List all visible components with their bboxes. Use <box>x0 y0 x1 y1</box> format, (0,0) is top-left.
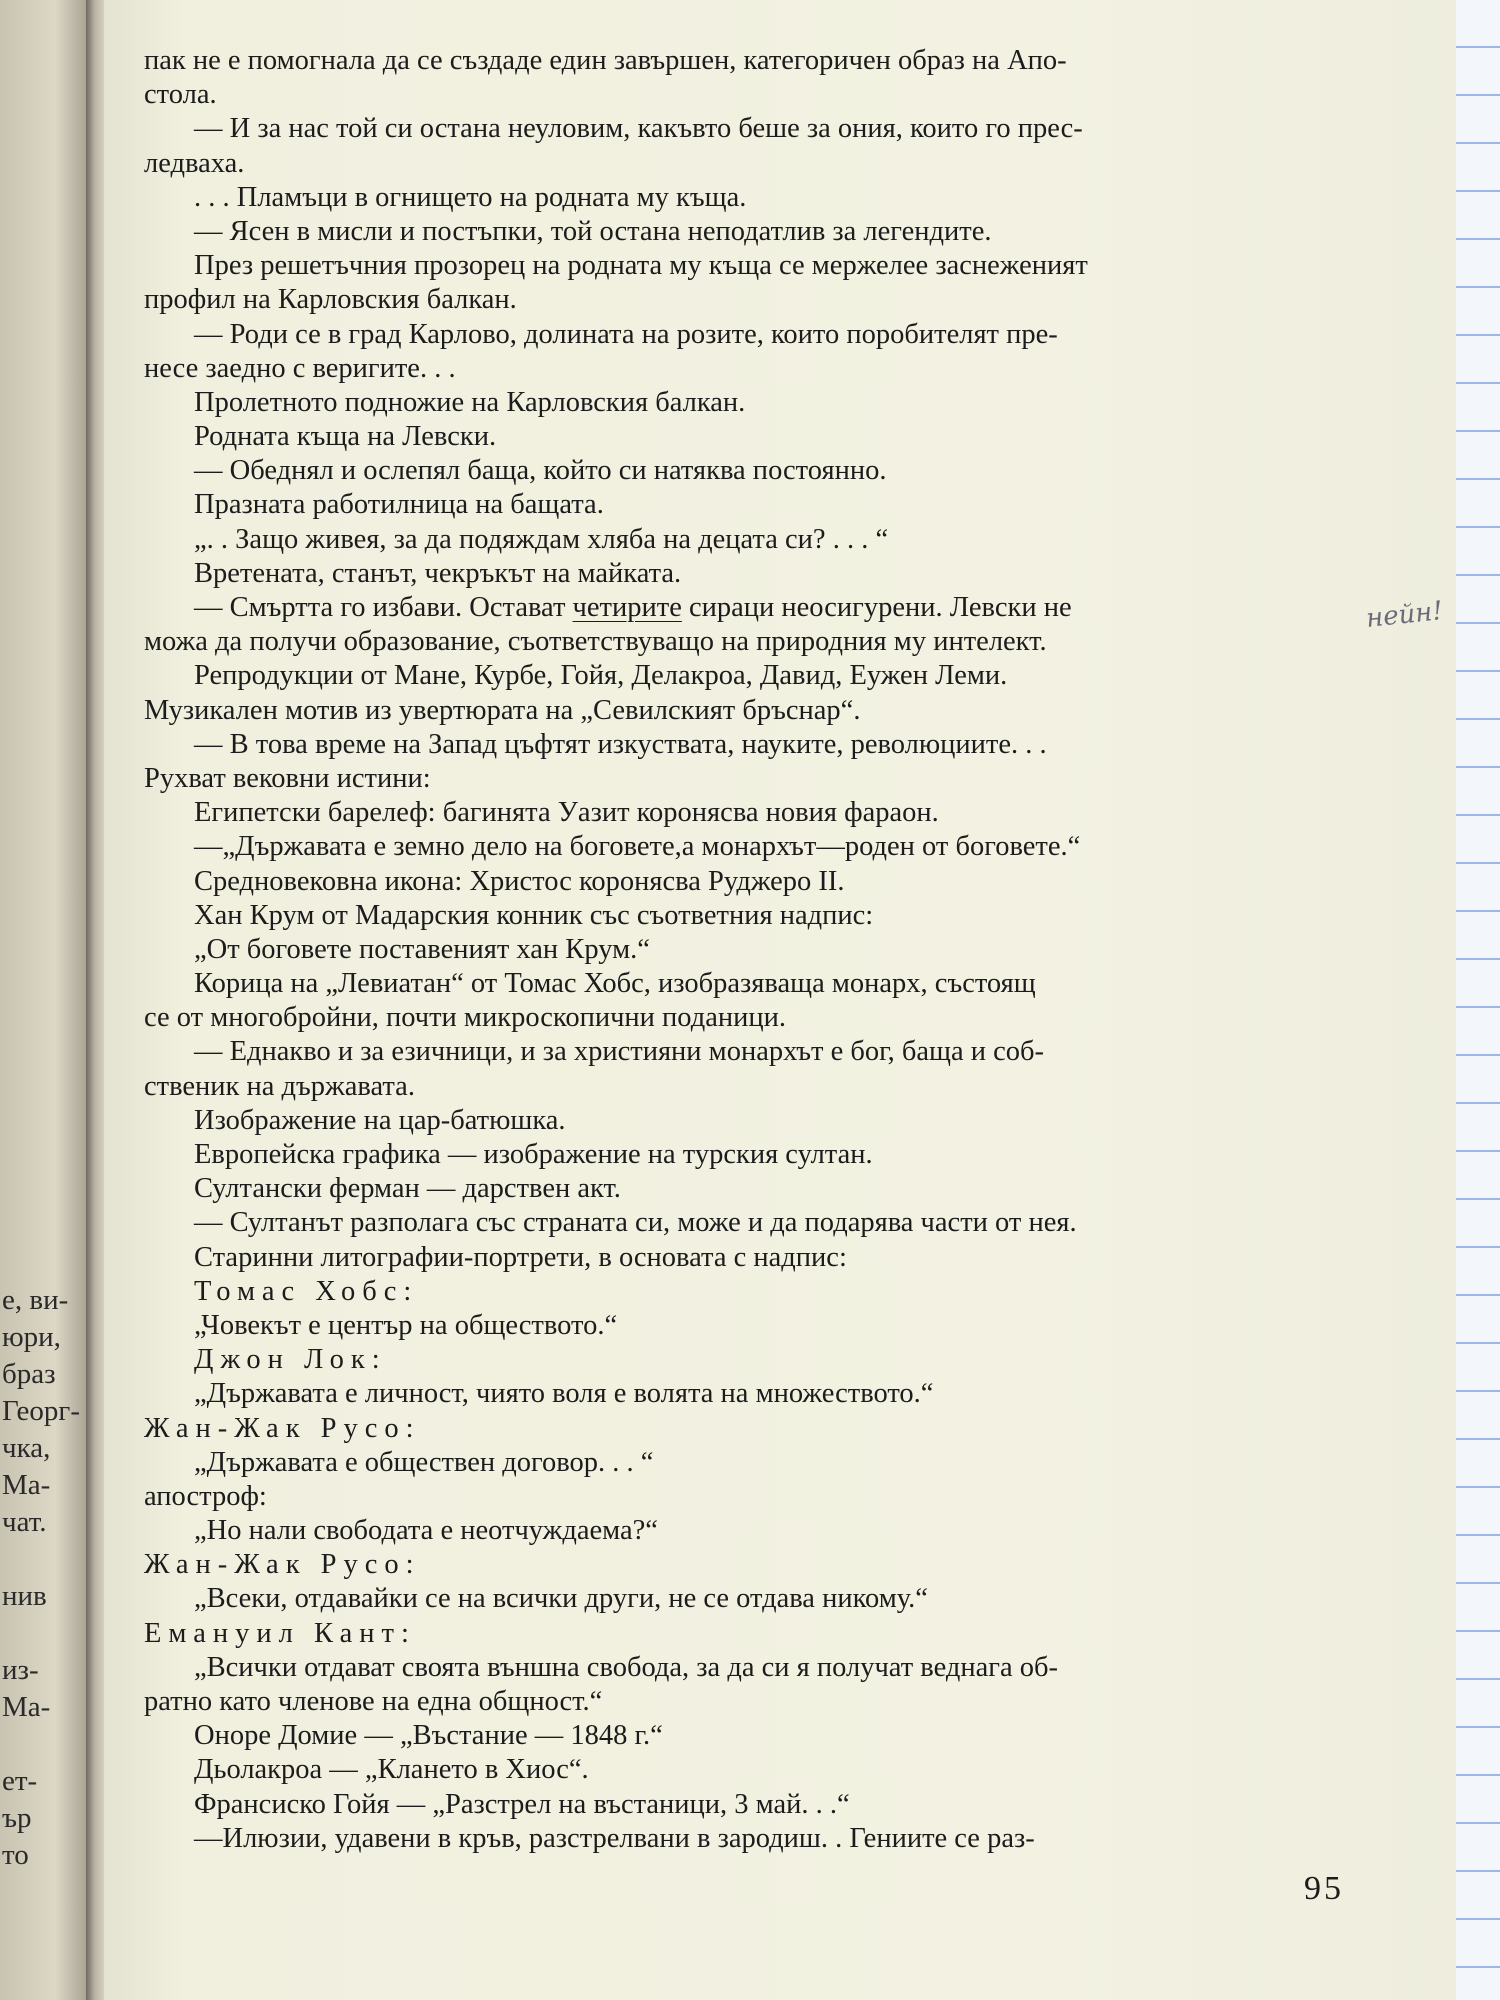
text-line: —Илюзии, удавени в кръв, разстрелвани в зародиш. . Гениите се раз- <box>194 1822 1035 1854</box>
prev-fragment: Георг- <box>2 1395 80 1427</box>
text-line: „Всеки, отдавайки се на всички други, не се отдава никому.“ <box>194 1583 928 1615</box>
text-line: Старинни литографии-портрети, в основата с надпис: <box>194 1241 847 1273</box>
text-line: . . . Пламъци в огнището на родната му къща. <box>194 181 747 213</box>
text-line: Корица на „Левиатан“ от Томас Хобс, изобразяваща монарх, състоящ <box>194 968 1036 1000</box>
prev-fragment: Ма- <box>2 1691 51 1723</box>
text-line: Средновековна икона: Христос коронясва Руджеро II. <box>194 865 845 897</box>
text-line: Рухват вековни истини: <box>144 762 431 794</box>
text-line: — Роди се в град Карлово, долината на розите, които поробителят пре- <box>194 318 1058 350</box>
previous-page-edge <box>0 0 92 2000</box>
text-segment: сираци неосигурени. Левски не <box>688 592 1072 623</box>
prev-fragment: юри, <box>2 1321 61 1353</box>
prev-fragment: ър <box>2 1802 32 1834</box>
text-line: „От боговете поставеният хан Крум.“ <box>194 933 650 965</box>
prev-fragment: ет- <box>2 1765 38 1797</box>
prev-fragment: нив <box>2 1580 47 1612</box>
prev-fragment: браз <box>2 1358 56 1390</box>
text-line: — Обеднял и ослепял баща, който си натяква постоянно. <box>194 455 887 487</box>
text-line: се от многобройни, почти микроскопични поданици. <box>144 1002 787 1034</box>
text-line: Изображение на цар-батюшка. <box>194 1104 566 1136</box>
prev-fragment: е, ви- <box>2 1284 69 1316</box>
text-line: Томас Хобс: <box>194 1275 419 1307</box>
text-line: „Всички отдават своята външна свобода, за да си я получат веднага об- <box>194 1651 1058 1683</box>
text-line: Вретената, станът, чекръкът на майката. <box>194 557 682 589</box>
text-line: Емануил Кант: <box>144 1617 416 1649</box>
text-line: —„Държавата е земно дело на боговете,а монархът—роден от боговете.“ <box>194 831 1081 863</box>
text-line: „. . Защо живея, за да подяждам хляба на децата си? . . . “ <box>194 523 889 555</box>
text-line: Пролетното подножие на Карловския балкан. <box>194 386 746 418</box>
handwritten-margin-note: нейн! <box>1364 596 1445 634</box>
text-line: пак не е помогнала да се създаде един завършен, категоричен образ на Апо- <box>144 45 1067 76</box>
text-line: Хан Крум от Мадарския конник със съответния надпис: <box>194 899 874 931</box>
text-line: стола. <box>144 79 217 111</box>
text-line: „Държавата е обществен договор. . . “ <box>194 1446 654 1478</box>
text-line <box>144 591 1444 625</box>
text-line: — И за нас той си остана неуловим, какъвто беше за ония, които го прес- <box>194 113 1083 145</box>
text-line: „Но нали свободата е неотчуждаема?“ <box>194 1515 658 1547</box>
text-line: апостроф: <box>144 1480 267 1512</box>
text-line: Франсиско Гойя — „Разстрел на въстаници, 3 май. . .“ <box>194 1788 850 1820</box>
text-line: — Султанът разполага със страната си, може и да подарява части от нея. <box>194 1207 1077 1239</box>
text-line: — Ясен в мисли и постъпки, той остана неподатлив за легендите. <box>194 215 992 247</box>
prev-fragment: чка, <box>2 1432 51 1464</box>
text-line: можа да получи образование, съответствуващо на природния му интелект. <box>144 626 1047 658</box>
prev-fragment: из- <box>2 1654 39 1686</box>
text-line: Репродукции от Мане, Курбе, Гойя, Делакроа, Давид, Еужен Леми. <box>194 660 1008 692</box>
text-line: „Държавата е личност, чиято воля е волята на множеството.“ <box>194 1378 934 1410</box>
text-line: „Човекът е център на обществото.“ <box>194 1309 618 1341</box>
text-line: ратно като членове на една общност.“ <box>144 1686 603 1717</box>
text-line: Джон Лок: <box>194 1344 387 1376</box>
prev-fragment: чат. <box>2 1506 47 1538</box>
lined-notepad <box>1452 0 1500 2000</box>
text-line: Жан-Жак Русо: <box>144 1412 421 1444</box>
text-line: Дьолакроа — „Клането в Хиос“. <box>194 1754 589 1786</box>
page-body-text <box>144 44 1444 1856</box>
text-line: Европейска графика — изображение на турския султан. <box>194 1139 873 1170</box>
page-number: 95 <box>1304 1870 1344 1907</box>
prev-fragment: Ма- <box>2 1469 51 1501</box>
text-line: През решетъчния прозорец на родната му къща се мержелее заснеженият <box>194 250 1088 282</box>
text-line: Оноре Домие — „Въстание — 1848 г.“ <box>194 1720 663 1752</box>
text-line: Музикален мотив из увертюрата на „Севилският бръснар“. <box>144 694 861 726</box>
text-line: Празната работилница на бащата. <box>194 489 604 521</box>
text-line: Египетски барелеф: багинята Уазит коронясва новия фараон. <box>194 797 939 829</box>
prev-fragment: то <box>2 1839 29 1871</box>
text-line: Родната къща на Левски. <box>194 421 497 453</box>
text-line: — Еднакво и за езичници, и за християни монархът е бог, баща и соб- <box>194 1036 1044 1068</box>
book-page <box>104 0 1456 2000</box>
text-line: — В това време на Запад цъфтят изкуствата, науките, революциите. . . <box>194 728 1047 760</box>
text-line: ственик на държавата. <box>144 1070 415 1102</box>
text-line: несе заедно с веригите. . . <box>144 352 456 384</box>
text-line: профил на Карловския балкан. <box>144 284 517 316</box>
text-line: ледваха. <box>144 147 245 179</box>
text-line: Жан-Жак Русо: <box>144 1549 421 1581</box>
text-line: Султански ферман — дарствен акт. <box>194 1173 621 1205</box>
underlined-word: четирите <box>572 592 682 623</box>
text-segment: — Смъртта го избави. Остават <box>194 592 566 623</box>
previous-page-fragments <box>2 1282 86 1874</box>
